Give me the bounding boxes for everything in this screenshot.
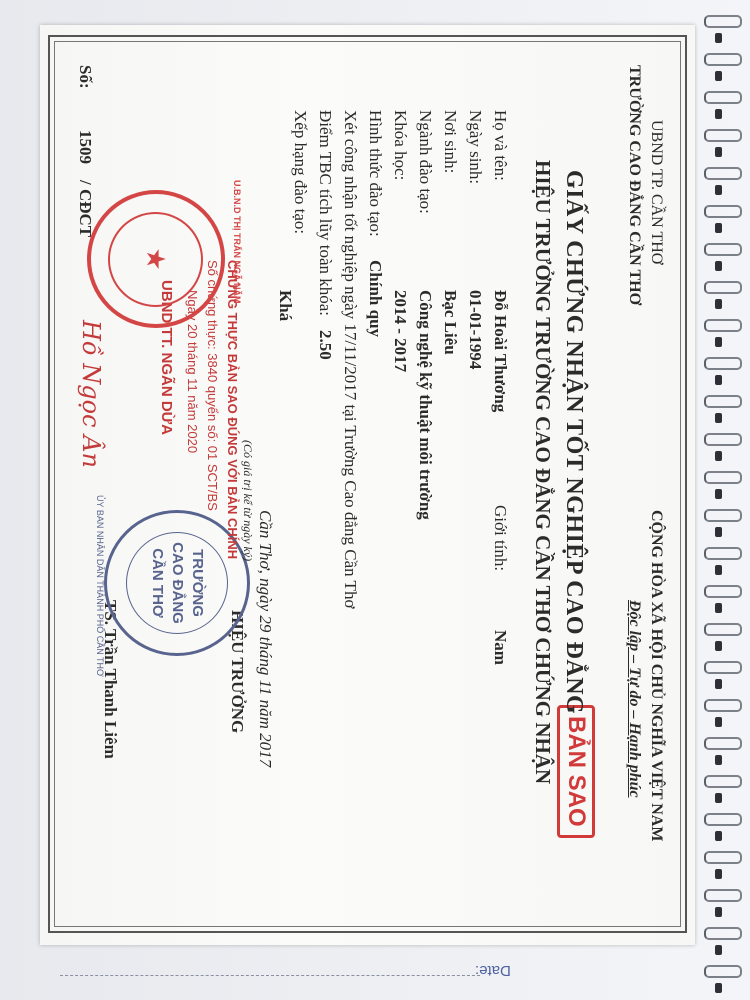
valid-note: (Có giá trị kể từ ngày ký) — [241, 440, 255, 562]
school-seal-line-1: TRƯỜNG — [189, 549, 207, 617]
binding-hole — [715, 565, 722, 575]
field-label-dob: Ngày sinh: — [466, 110, 485, 185]
principal-name: TS. Trần Thanh Liêm — [101, 600, 120, 759]
spiral-ring — [704, 661, 742, 674]
spiral-ring — [704, 91, 742, 104]
binding-hole — [715, 603, 722, 613]
binding-hole — [715, 755, 722, 765]
gender-value: Nam — [491, 630, 510, 665]
date-line — [60, 975, 480, 976]
binding-hole — [715, 451, 722, 461]
certification-line-2: Số chứng thực: 3840 quyển số: 01 SCT/BS — [205, 260, 220, 511]
binding-hole — [715, 185, 722, 195]
nation-line-1: CỘNG HÒA XÃ HỘI CHỦ NGHĨA VIỆT NAM — [648, 510, 665, 842]
spiral-ring — [704, 623, 742, 636]
gpa-value: 2.50 — [316, 330, 335, 360]
spiral-ring — [704, 243, 742, 256]
spiral-ring — [704, 737, 742, 750]
town-seal: ★ — [87, 190, 225, 328]
spiral-ring — [704, 205, 742, 218]
binding-hole — [715, 147, 722, 157]
spiral-ring — [704, 509, 742, 522]
number-label: Số: — [76, 65, 95, 89]
binding-hole — [715, 869, 722, 879]
issue-date: Cần Thơ, ngày 29 tháng 11 năm 2017 — [256, 510, 275, 768]
gpa-label: Điểm TBC tích lũy toàn khóa: — [316, 110, 335, 317]
binding-hole — [715, 71, 722, 81]
recognition-text: Xét công nhận tốt nghiệp ngày 17/11/2017 tại Trường Cao đẳng Cần Thơ — [341, 110, 360, 609]
spiral-ring — [704, 53, 742, 66]
school-seal-ring-text: ỦY BAN NHÂN DÂN THÀNH PHỐ CẦN THƠ — [95, 495, 105, 677]
field-label-mode: Hình thức đào tạo: — [366, 110, 385, 237]
field-value-course: 2014 - 2017 — [391, 290, 410, 373]
spiral-ring — [704, 585, 742, 598]
field-label-major: Ngành đào tạo: — [416, 110, 435, 214]
number-value: 1509 — [76, 130, 95, 164]
spiral-ring — [704, 129, 742, 142]
certification-line-1: CHỨNG THỰC BẢN SAO ĐÚNG VỚI BẢN CHÍNH — [225, 260, 240, 560]
town-seal-ring-text: U.B.N.D THỊ TRẤN NGÃ NĂM — [232, 180, 242, 304]
principal-title: HIỆU TRƯỞNG — [228, 610, 247, 734]
binding-hole — [715, 831, 722, 841]
binding-hole — [715, 793, 722, 803]
certificate-subtitle: HIỆU TRƯỞNG TRƯỜNG CAO ĐẲNG CẦN THƠ CHỨNG NHẬN — [531, 160, 555, 785]
spiral-ring — [704, 547, 742, 560]
copy-stamp: BẢN SAO — [557, 705, 595, 838]
spiral-binding — [690, 0, 750, 1000]
spiral-ring — [704, 889, 742, 902]
spiral-ring — [704, 965, 742, 978]
rank-label: Xếp hạng đào tạo: — [291, 110, 310, 235]
binding-hole — [715, 261, 722, 271]
spiral-ring — [704, 15, 742, 28]
field-value-name: Đỗ Hoài Thương — [491, 290, 510, 413]
binding-hole — [715, 907, 722, 917]
rank-value: Khá — [276, 290, 295, 322]
binding-hole — [715, 109, 722, 119]
binding-hole — [715, 641, 722, 651]
binding-hole — [715, 223, 722, 233]
school-seal-line-2: CAO ĐẲNG — [169, 542, 187, 624]
spiral-ring — [704, 851, 742, 864]
spiral-ring — [704, 319, 742, 332]
binding-hole — [715, 717, 722, 727]
issuer-line-2: TRƯỜNG CAO ĐẲNG CẦN THƠ — [626, 65, 643, 306]
spiral-ring — [704, 927, 742, 940]
binding-hole — [715, 337, 722, 347]
field-value-mode: Chính quy — [366, 260, 385, 338]
spiral-ring — [704, 167, 742, 180]
gender-label: Giới tính: — [491, 505, 510, 572]
field-value-dob: 01-01-1994 — [466, 290, 485, 370]
binding-hole — [715, 527, 722, 537]
spiral-ring — [704, 813, 742, 826]
spiral-ring — [704, 775, 742, 788]
red-signature: Hồ Ngọc Ân — [77, 320, 105, 468]
spiral-ring — [704, 699, 742, 712]
field-label-course: Khóa học: — [391, 110, 410, 181]
spiral-ring — [704, 471, 742, 484]
spiral-ring — [704, 433, 742, 446]
date-label: Date: — [475, 962, 511, 979]
binding-hole — [715, 679, 722, 689]
binding-hole — [715, 299, 722, 309]
school-seal-line-3: CẦN THƠ — [149, 548, 167, 618]
binding-hole — [715, 413, 722, 423]
binding-hole — [715, 33, 722, 43]
issuer-line-1: UBND TP. CẦN THƠ — [648, 120, 665, 265]
field-value-major: Công nghệ kỹ thuật môi trường — [416, 290, 435, 520]
spiral-ring — [704, 281, 742, 294]
field-label-birthplace: Nơi sinh: — [441, 110, 460, 174]
binding-hole — [715, 945, 722, 955]
field-value-birthplace: Bạc Liêu — [441, 290, 460, 355]
binding-hole — [715, 983, 722, 993]
binding-hole — [715, 489, 722, 499]
certificate-title: GIẤY CHỨNG NHẬN TỐT NGHIỆP CAO ĐẲNG — [561, 170, 587, 715]
nation-line-2: Độc lập – Tự do – Hạnh phúc — [626, 600, 643, 798]
spiral-ring — [704, 395, 742, 408]
field-label-name: Họ và tên: — [491, 110, 510, 181]
certificate-content — [65, 40, 695, 935]
spiral-ring — [704, 357, 742, 370]
certification-line-3: Ngày 20 tháng 11 năm 2020 — [185, 290, 200, 454]
certification-org: UBND TT. NGÃN DỪA — [158, 280, 175, 435]
binding-hole — [715, 375, 722, 385]
number-suffix: / CĐCT — [76, 180, 95, 238]
